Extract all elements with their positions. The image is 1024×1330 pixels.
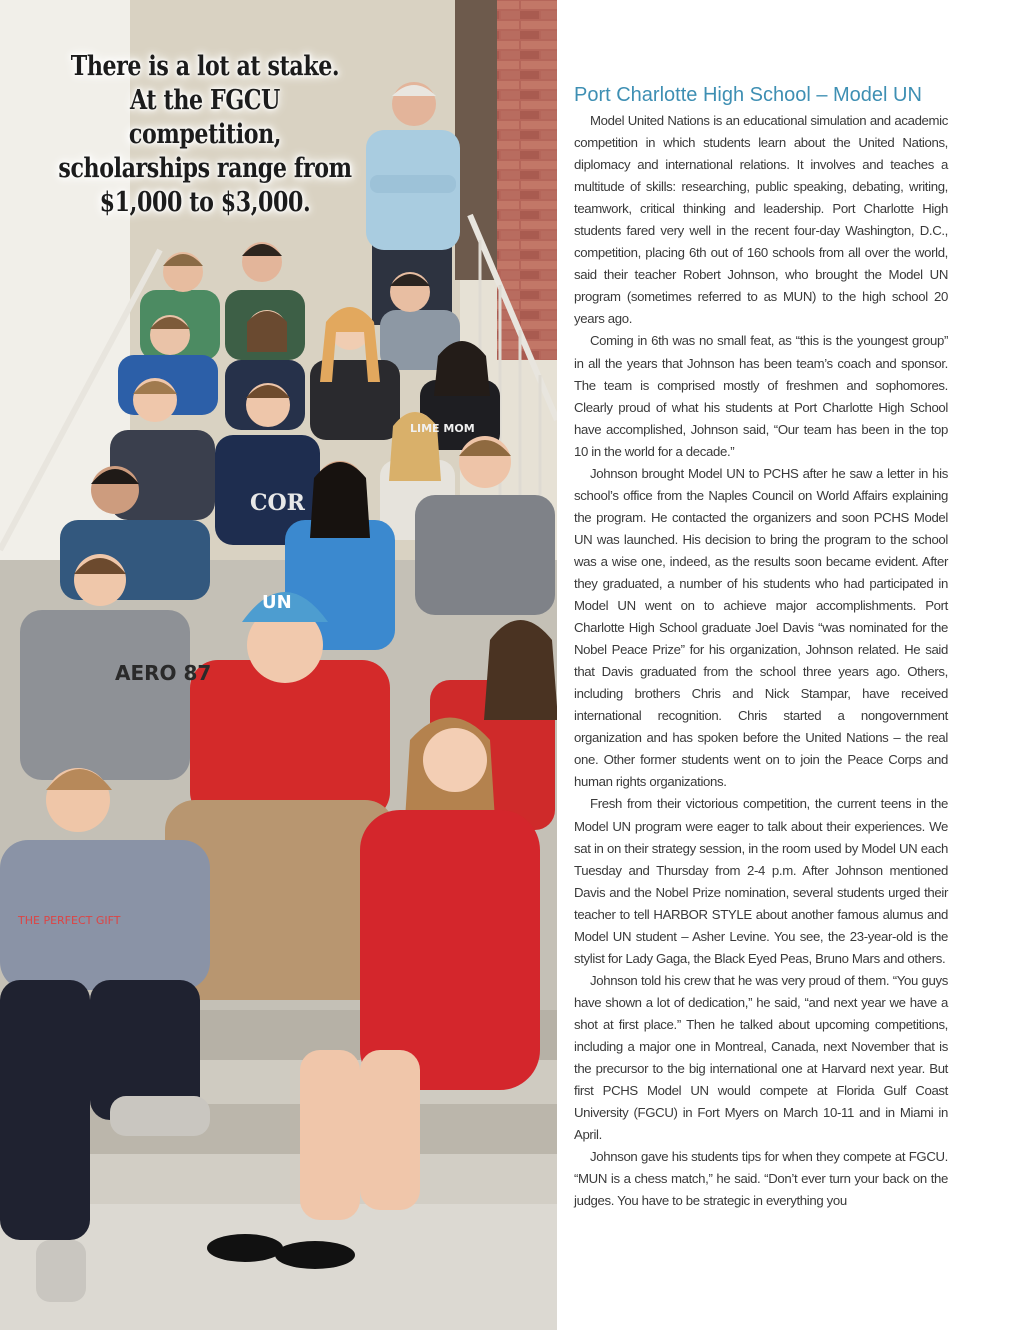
college-text: COR — [250, 490, 305, 516]
pull-quote: There is a lot at stake. At the FGCU competition, scholarships range from $1,000 to $3,000. — [58, 51, 352, 218]
article-paragraph-1: Model United Nations is an educational simulation and academic competition in which students learn about the United Nations, diplomacy and international relations. It involves and teaches a multitude of skills: researching, public speaking, debating, writing, teamwork, critical thinking and leadership. Port Charlotte High students fared very well in the recent four-day Washington, D.C., competition, placing 6th out of 160 schools from all over the world, said their teacher Robert Johnson, who brought the Model UN program (sometimes referred to as MUN) to the high school 20 years ago. — [574, 113, 948, 327]
shirt2-text: LIME MOM — [410, 422, 475, 435]
article-paragraph-3: Johnson brought Model UN to PCHS after he saw a letter in his school’s office from the Naples Council on World Affairs explaining the program. He contacted the organizers and soon PCHS Model UN was launched. His decision to bring the program to the school was a wise one, indeed, as the results soon became evident. After they graduated, a number of his students who had participated in Model UN went on to achieve major accomplishments. Port Charlotte High School graduate Joel Davis “was nominated for the Nobel Peace Prize” for his organization, Johnson related. He said that Davis graduated from the school three years ago. Others, including brothers Chris and Nick Stampar, have received international recognition. Chris started a nongovernment organization and has spoken before the United Nations – the real one. Other former students went on to join the Peace Corps and human rights organizations. — [574, 465, 948, 790]
hoodie-text: AERO 87 — [115, 661, 212, 685]
article-paragraph-4: Fresh from their victorious competition, the current teens in the Model UN program were eager to talk about their experiences. We sat in on their strategy session, in the room used by Model UN each Tuesday and Thursday from 2-4 p.m. After Johnson mentioned Davis and the Nobel Prize nomination, several students urged their teacher to tell HARBOR STYLE about another famous alumus and Model UN student – Asher Levine. You see, the 23-year-old is the stylist for Lady Gaga, the Black Eyed Peas, Bruno Mars and others. — [574, 796, 948, 966]
article-title: Port Charlotte High School – Model UN — [574, 84, 922, 106]
article-paragraph-5: Johnson told his crew that he was very proud of them. “You guys have shown a lot of dedication,” he said, “and next year we have a shot at first place.” Then he talked about upcoming competitions, including a major one in Montreal, Canada, next November that is the precursor to the big international one at Harvard next year. But first PCHS Model UN would compete at Florida Gulf Coast University (FGCU) in Fort Myers on March 10-11 and in Miami in April. — [574, 972, 948, 1143]
wood-panel — [455, 0, 497, 280]
helmet-text: UN — [262, 592, 292, 613]
shirt-text: THE PERFECT GIFT — [18, 914, 121, 927]
article-column — [574, 82, 948, 1212]
article-paragraph-6: Johnson gave his students tips for when they compete at FGCU. “MUN is a chess match,” he said. “Don’t ever turn your back on the judges. You have to be strategic in everything you — [574, 1149, 948, 1209]
article-paragraph-2: Coming in 6th was no small feat, as “this is the youngest group” in all the years that Johnson has been team’s coach and sponsor. The team is comprised mostly of freshmen and sophomores. Clearly proud of what his students at Port Charlotte High School have accomplished, Johnson said, “Our team has been in the top 10 in the world for a decade.” — [574, 333, 948, 459]
